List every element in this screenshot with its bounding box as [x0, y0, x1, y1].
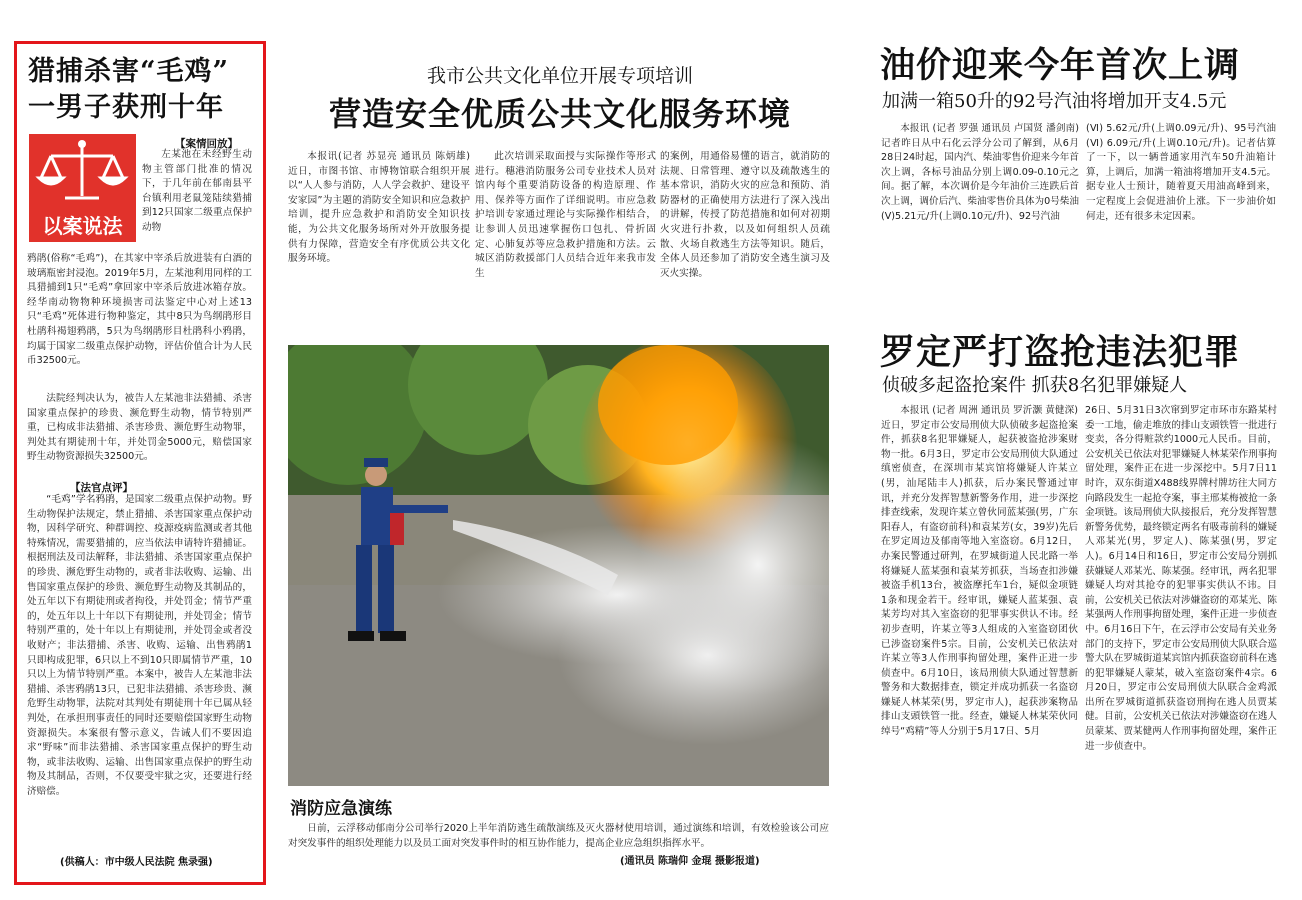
- case-headline-line1: 猎捕杀害“毛鸡”: [28, 56, 230, 87]
- oil-subheadline: 加满一箱50升的92号汽油将增加开支4.5元: [882, 91, 1227, 112]
- scales-of-justice-icon: [29, 134, 136, 210]
- case-text-narrow: 左某池在未经野生动物主管部门批准的情况下，于几年前在郁南县平台镇利用老鼠笼陆续猎捕到12只国家二级重点保护动物: [142, 149, 252, 233]
- oil-headline: 油价迎来今年首次上调: [880, 45, 1241, 86]
- theft-text-col1: 本报讯 (记者 周洲 通讯员 罗沂灏 黄健深)近日，罗定市公安局刑侦大队侦破多起盗抢案件，抓获8名犯罪嫌疑人，起获被盗抢涉案财物一批。6月3日，罗定市公安局刑侦大队通过缜密侦查，在深圳市某宾馆将嫌疑人许某立(男，汕尾陆丰人)抓获，后办案民警通过审讯，并充分发挥智慧新警务作用，进一步深挖排查线索，发现许某立曾伙同蓝某强(男，广东阳春人，有盗窃前科)和袁某芳(女，39岁)先后在罗定周边及郁南等地入室盗窃。6月12日，办案民警通过研判，在罗城街道人民北路一举将嫌疑人蓝某强和袁某芳抓获，当场查扣涉嫌被盗手机13台，被盗摩托车1台，疑似金项链1条和现金若干。经审讯，嫌疑人蓝某强、袁某芳均对其入室盗窃的犯罪事实供认不讳。经初步查明，许某立等3人组成的入室盗窃团伙已涉盗窃案件5宗。目前，公安机关已依法对许某立等3人作刑事拘留处理，案件正进一步侦查中。6月10日，该局刑侦大队通过智慧新警务和大数据排查，锁定并成功抓获一名盗窃嫌疑人林某荣(男，罗定市人)，起获涉案物品排山支頭铁管一批。经查，嫌疑人林某荣伙同绰号“鸡精”等人分别于5月17日、5月: [881, 405, 1078, 738]
- case-section-tag: 【案情回放】: [175, 138, 238, 150]
- culture-headline: 营造安全优质公共文化服务环境: [328, 95, 791, 133]
- oil-text-col2: (Ⅵ) 5.62元/升(上调0.09元/升)、95号汽油(Ⅵ) 6.09元/升(上调0.10元/升)。记者估算了一下，以一辆普通家用汽车50升油箱计算，上调后，加满一箱油将增加开支4.5元。据专业人士预计，随着夏天用油高峰到来，一定程度上会促进油价上涨。下一步油价如何走，还有很多未定因素。: [1086, 123, 1276, 222]
- photo-credit: (通讯员 陈瑞仰 金琨 摄影报道): [620, 856, 760, 867]
- culture-text-col3: 的案例，用通俗易懂的语言，就消防的法规、日常管理、遵守以及疏散逃生的基本常识，消防火灾的应急和预防、消防器材的正确使用方法进行了深入浅出的讲解，传授了防范措施和如何对初期火灾进行扑救，以及如何组织人员疏散、火场自救逃生方法等知识。随后，全体人员还参加了消防安全逃生演习及灭火实操。: [660, 151, 830, 279]
- culture-text-col2: 此次培训采取面授与实际操作等形式进行。穗港消防服务公司专业技术人员对馆内每个重要消防设备的构造原理、作用、保养等方面作了详细说明。市应急救护培训专家通过理论与实际操作相结合，让参训人员迅速掌握伤口包扎、骨折固定、心肺复苏等应急救护措施和方法。云城区消防救援部门人员结合近年来我市发生: [475, 151, 656, 279]
- case-credit: (供稿人：市中级人民法院 焦录强): [60, 857, 213, 868]
- photo-caption: 日前，云浮移动郁南分公司举行2020上半年消防逃生疏散演练及灭火器材使用培训，通过演练和培训，有效检验该公司应对突发事件的组织处理能力以及员工面对突发事件时的相互协作能力，提高企业应急组织指挥水平。: [288, 823, 829, 849]
- culture-kicker: 我市公共文化单位开展专项培训: [426, 65, 693, 87]
- case-verdict: 法院经判决认为，被告人左某池非法猎捕、杀害国家重点保护的珍贵、濒危野生动物，情节特别严重，已构成非法猎捕、杀害珍贵、濒危野生动物罪，判处其有期徒刑十年，并处罚金5000元，赔偿国家野生动物资源损失32500元。: [27, 393, 252, 463]
- theft-subheadline: 侦破多起盗抢案件 抓获8名犯罪嫌疑人: [882, 375, 1188, 396]
- culture-text-col1: 本报讯(记者 苏显亮 通讯员 陈炳雄) 近日，市图书馆、市博物馆联合组织开展以“人人参与消防，人人学会救护、建设平安家园”为主题的消防安全知识和应急救护培训，提升应急救护和消防安全知识技能，为公共文化服务场所对外开放服务提供有力保障，营造安全有序优质公共文化服务环境。: [288, 151, 470, 265]
- theft-headline: 罗定严打盗抢违法犯罪: [880, 332, 1241, 373]
- fire-drill-illustration: [288, 345, 829, 786]
- oil-text-col1: 本报讯 (记者 罗强 通讯员 卢国贤 潘剑南)记者昨日从中石化云浮分公司了解到，从6月28日24时起，国内汽、柴油零售价迎来今年首次上调，各标号油品分别上调0.09-0.10元之间。据了解，本次调价是今年油价三连跌后首次上调，调价后汽、柴油零售价具体为0号柴油(Ⅴ)5.21元/升(上调0.10元/升)、92号汽油: [881, 123, 1079, 222]
- law-badge: [29, 134, 136, 242]
- fire-drill-photo: [288, 345, 829, 786]
- badge-label: 以案说法: [42, 214, 123, 238]
- case-headline: [28, 54, 258, 126]
- case-text-wide: 鸦鹃(俗称“毛鸡”)，在其家中宰杀后放进装有白酒的玻璃瓶密封浸泡。2019年5月，左某池利用同样的工具猎捕到1只“毛鸡”拿回家中宰杀后放进冰箱存放。经华南动物物种环境损害司法鉴定中心对上述13只“毛鸡”死体进行物种鉴定，其中8只为鸟纲鹃形目杜鹃科褐翅鸦鹃，5只为鸟纲鹃形目杜鹃科小鸦鹃，均属于国家二级重点保护动物，评估价值合计为人民币32500元。: [27, 253, 252, 367]
- law-commentary: “毛鸡”学名鸦鹃，是国家二级重点保护动物。野生动物保护法规定，禁止猎捕、杀害国家重点保护动物，因科学研究、种群调控、疫源疫病监测或者其他特殊情况，需要猎捕的，应当依法申请特许猎捕证。根据刑法及司法解释，非法猎捕、杀害国家重点保护的珍贵、濒危野生动物的，或者非法收购、运输、出售国家重点保护的珍贵、濒危野生动物及其制品的，处五年以下有期徒刑或者拘役，并处罚金；情节严重的，处五年以上十年以下有期徒刑，并处罚金；情节特别严重的，处十年以上有期徒刑，并处罚金或者没收财产；非法猎捕、杀害、收购、运输、出售鸦鹃1只即构成犯罪，6只以上不到10只即属情节严重，10只以上为情节特别严重。本案中，被告人左某池非法猎捕、杀害鸦鹃13只，已犯非法猎捕、杀害珍贵、濒危野生动物罪，法院对其判处有期徒刑十年已属从轻判处，在承担刑事责任的同时还要赔偿国家野生动物资源损失。本案很有警示意义，告诫人们不要因追求“野味”而非法猎捕、杀害国家重点保护的野生动物，或非法收购、运输、出售国家重点保护的野生动物及其制品，否则，不仅要受牢狱之灾，还要进行经济赔偿。: [27, 494, 252, 797]
- law-section-tag: 【法官点评】: [70, 482, 133, 494]
- case-headline-line2: 一男子获刑十年: [28, 92, 224, 123]
- theft-text-col2: 26日、5月31日3次窜到罗定市环市东路某村委一工地，偷走堆放的排山支頭铁管一批进行变卖，各分得赃款约1000元人民币。目前，公安机关已依法对犯罪嫌疑人林某荣作刑事拘留处理，案件正在进一步深挖中。5月7日11时许，双东街道X488线界牌村牌坊往大同方向路段发生一起抢夺案，事主邢某梅被抢一条金项链。该局刑侦大队接报后，充分发挥智慧新警务优势，最终锁定两名有吸毒前科的嫌疑人邓某光(男，罗定人)、陈某强(男，罗定人)。6月14日和16日，罗定市公安局分别抓获嫌疑人邓某光、陈某强。经审讯，两名犯罪嫌疑人均对其抢夺的犯罪事实供认不讳。目前，公安机关已依法对涉嫌盗窃的邓某光、陈某强两人作刑事拘留处理，案件正进一步侦查中。6月16日下午，在云浮市公安局有关业务部门的支持下，罗定市公安局刑侦大队联合巡警大队在罗城街道某宾馆内抓获盗窃前科在逃的犯罪嫌疑人蒙某，破入室盗窃案件4宗。6月20日，罗定市公安局刑侦大队联合金鸡派出所在罗城街道抓获盗窃刑拘在逃人员贾某健。目前，公安机关已依法对涉嫌盗窃在逃人员蒙某、贾某健两人作刑事拘留处理，案件正进一步侦查中。: [1085, 405, 1277, 752]
- photo-title: 消防应急演练: [290, 799, 392, 819]
